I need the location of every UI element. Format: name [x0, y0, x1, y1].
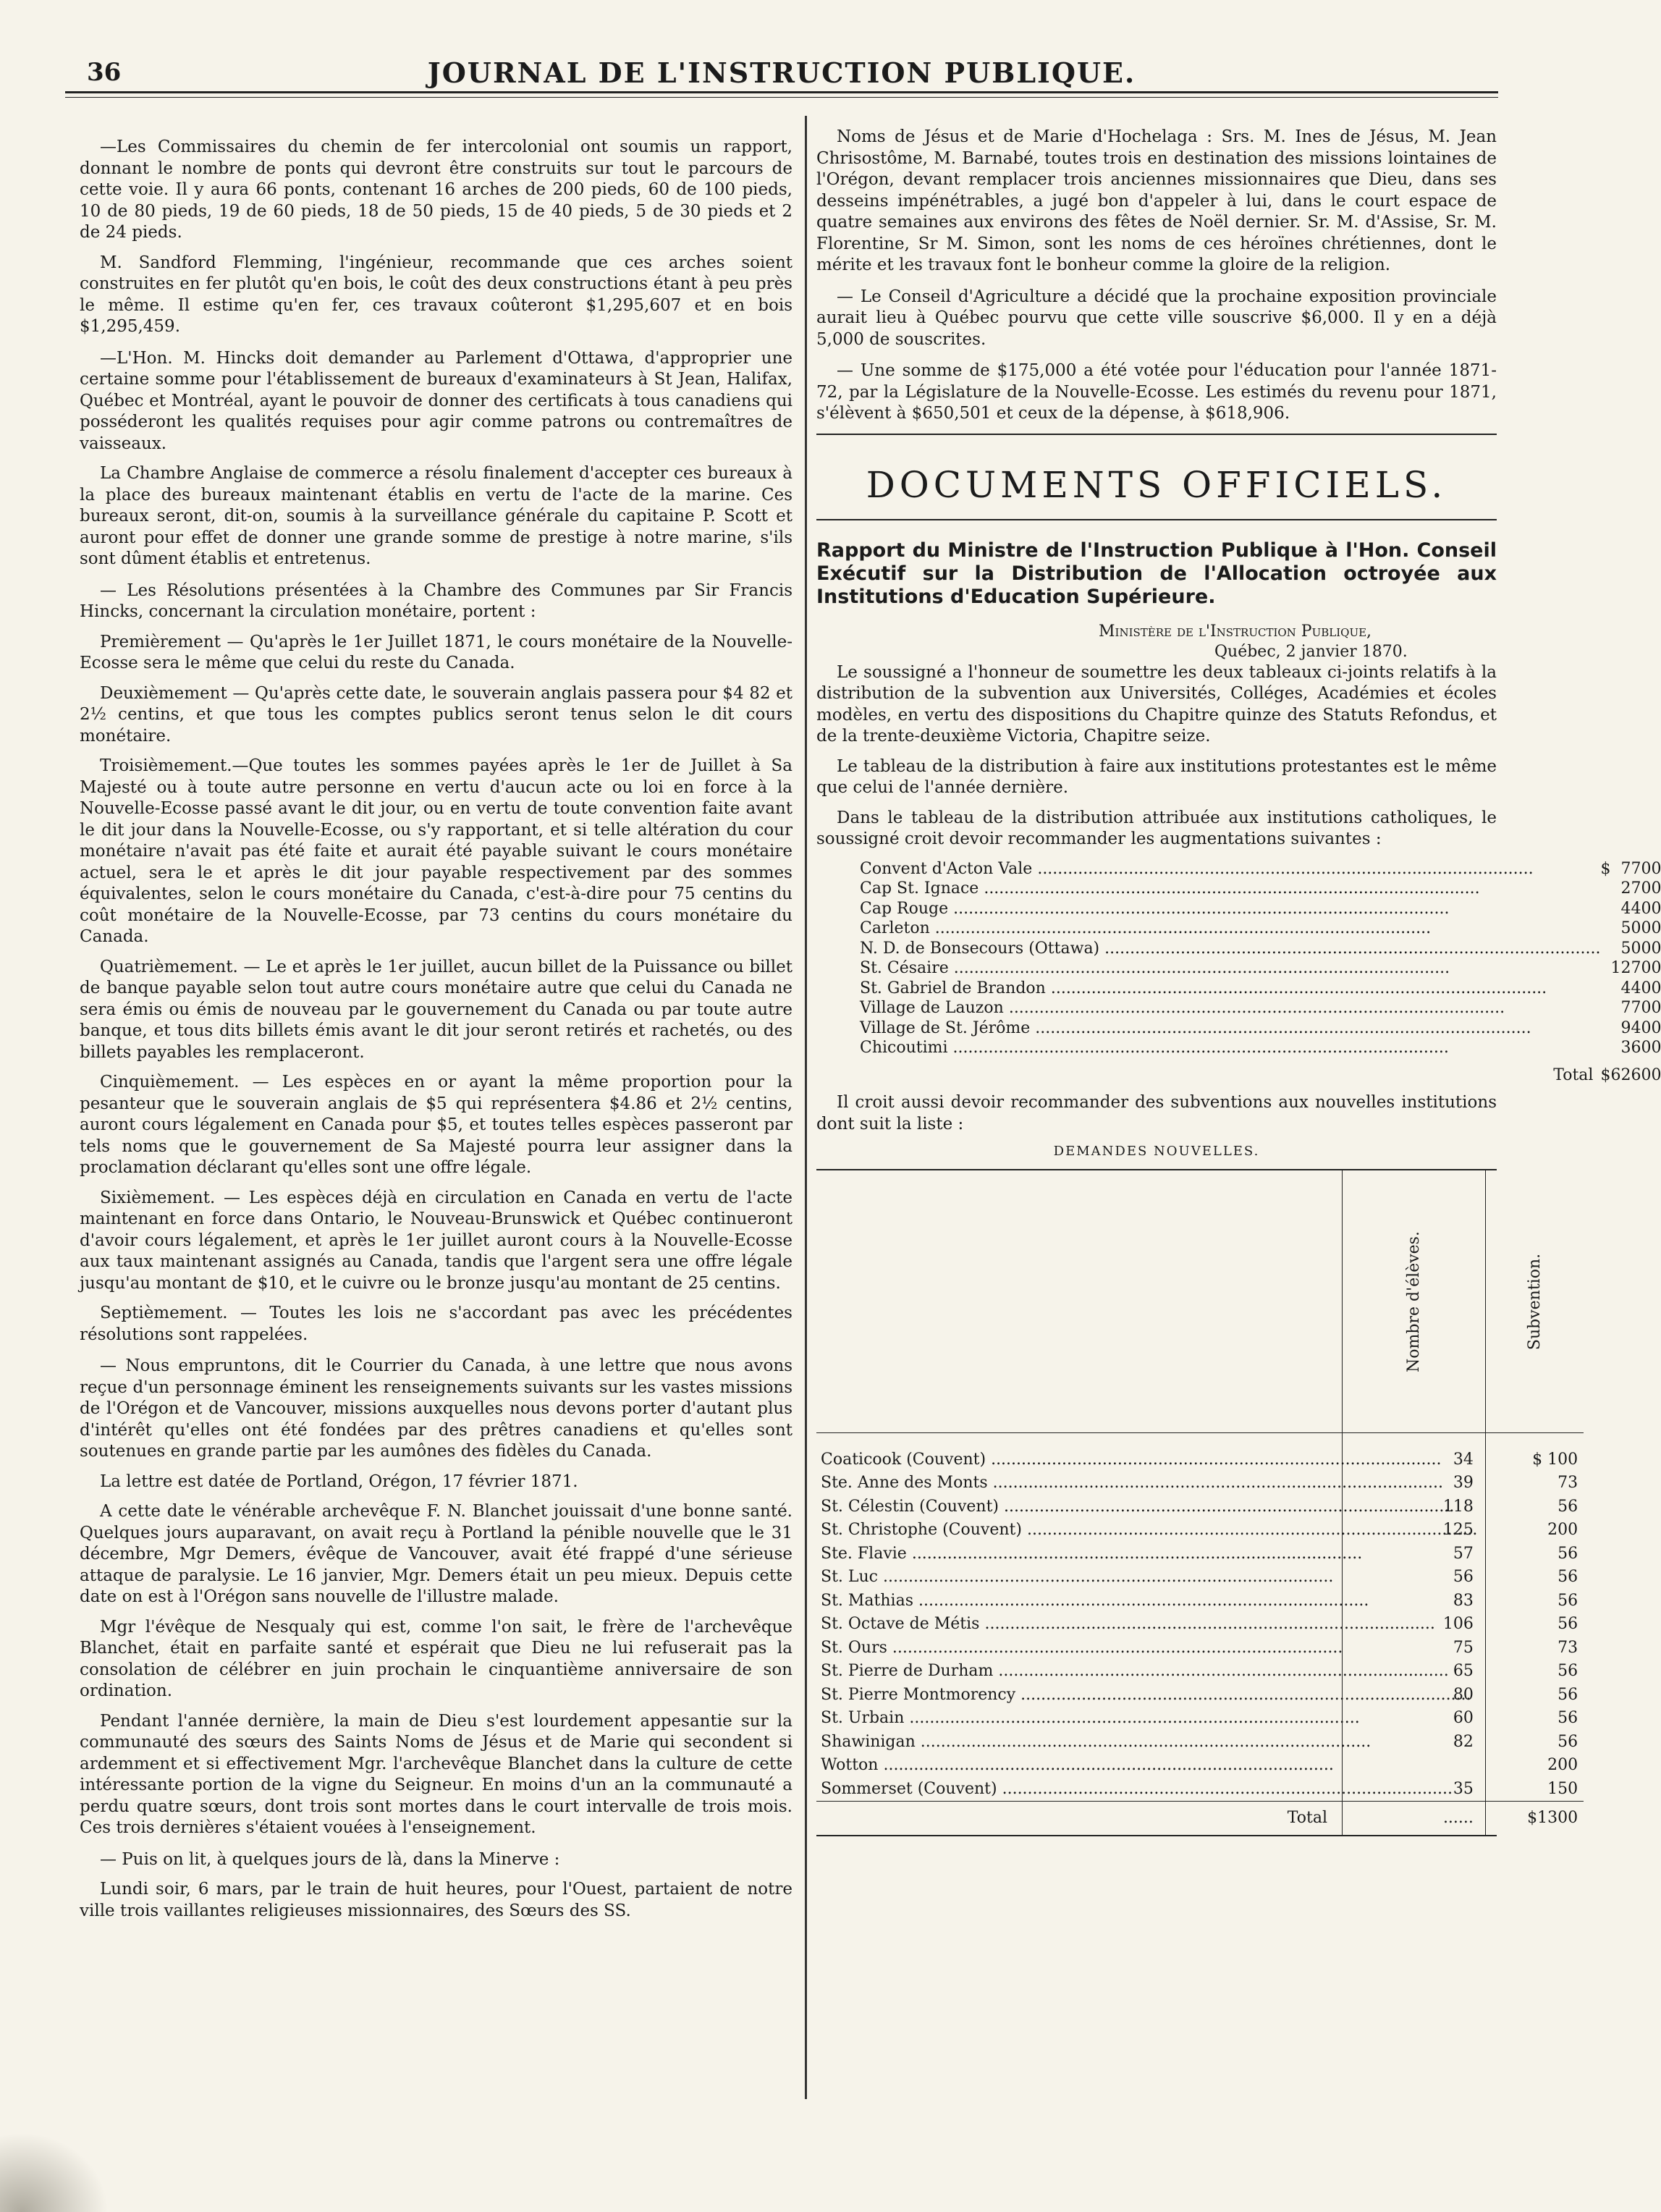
report-title: Rapport du Ministre de l'Instruction Publique à l'Hon. Conseil Exécutif sur la Distribution de l'Allocation octroyée aux Institutions d'Education Supérieure.: [816, 539, 1497, 608]
institution-name: St. Pierre Montmorency .....: [816, 1683, 1343, 1707]
report-paragraph: Le soussigné a l'honneur de soumettre les deux tableaux ci-joints relatifs à la distribution de la subvention aux Universités, Colléges, Académies et écoles modèles, en vertu des dispositions du Chapitre quinze des Statuts Refondus, et de la trente-deuxième Victoria, Chapitre seize.: [816, 662, 1497, 746]
institution-name: Total: [816, 1801, 1343, 1835]
amount-dollars: 50: [1620, 939, 1641, 958]
article-paragraph: — Puis on lit, à quelques jours de là, dans la Minerve :: [100, 1849, 560, 1869]
student-count: 106: [1343, 1613, 1486, 1637]
institution-name: St. Octave de Métis .....: [816, 1613, 1343, 1637]
student-count: 57: [1343, 1542, 1486, 1566]
article-paragraph: Premièrement — Qu'après le 1er Juillet 1871, le cours monétaire de la Nouvelle-Ecosse sera le même que celui du reste du Canada.: [80, 632, 793, 672]
student-count: 34: [1343, 1433, 1486, 1472]
increase-row: [860, 859, 1661, 879]
ministry-block: [1099, 622, 1497, 662]
increase-row: [860, 1018, 1661, 1039]
institution-name: N. D. de Bonsecours (Ottawa) .....: [860, 939, 1600, 959]
amount-dollars: 626: [1610, 1065, 1641, 1084]
subsidy-amount: 200: [1485, 1754, 1584, 1778]
article-paragraph: Cinquièmement. — Les espèces en or ayant la même proportion pour la pesanteur que le souverain anglais de $5 qui représentera $4.86 et 2½ centins, auront cours légalement en Canada pour $5, et toutes telles espèces passeront par tels noms que le gouvernement de Sa Majesté pourra leur assigner dans la proclamation déclarant qu'elles sont une offre légale.: [80, 1073, 793, 1177]
amount-cents: 00: [1641, 1039, 1661, 1058]
article-paragraph: A cette date le vénérable archevêque F. N. Blanchet jouissait d'une bonne santé. Quelques jours auparavant, on avait reçu à Portland la pénible nouvelle que le 31 décembre, Mgr Demers, évêque de Vancouver, avait été frappé d'une sérieuse attaque de paralysie. Le 16 janvier, Mgr. Demers était un peu mieux. Depuis cette date on est à l'Orégon sans nouvelle de l'illustre malade.: [80, 1502, 793, 1606]
amount-dollars: 44: [1620, 979, 1641, 997]
student-count: 56: [1343, 1566, 1486, 1590]
amount-dollars: 50: [1620, 919, 1641, 938]
amount-cents: 00: [1641, 939, 1661, 958]
institution-name: Village de Lauzon .....: [860, 998, 1600, 1018]
institution-name: St. Christophe (Couvent) .....: [816, 1519, 1343, 1542]
institution-name: St. Ours .....: [816, 1636, 1343, 1660]
institution-name: Coaticook (Couvent) .....: [816, 1433, 1343, 1472]
subsidy-amount: 56: [1485, 1566, 1584, 1590]
request-row: [816, 1542, 1584, 1566]
currency-sign: $: [1600, 859, 1611, 878]
currency-sign: [1600, 998, 1610, 1018]
subsidy-amount: 56: [1485, 1660, 1584, 1684]
subsidy-amount: 56: [1485, 1683, 1584, 1707]
amount-cents: 00: [1641, 1018, 1661, 1037]
article-paragraph: M. Sandford Flemming, l'ingénieur, recommande que ces arches soient construites en fer plutôt qu'en bois, le coût des deux constructions étant à peu près le même. Il estime qu'en fer, ces travaux coûteront $1,295,607 et en bois $1,295,459.: [80, 253, 793, 336]
currency-sign: [1600, 1038, 1610, 1058]
currency-sign: [1600, 958, 1610, 979]
left-column: [80, 127, 793, 2096]
article-paragraph: Deuxièmement — Qu'après cette date, le souverain anglais passera pour $4 82 et 2½ centins, et que tous les comptes publics seront tenus selon le dit cours monétaire.: [80, 683, 793, 746]
student-count: 83: [1343, 1589, 1486, 1613]
request-row: [816, 1566, 1584, 1590]
request-row: [816, 1777, 1584, 1801]
institution-name: Sommerset (Couvent) .....: [816, 1777, 1343, 1801]
institution-name: St. Urbain .....: [816, 1707, 1343, 1731]
right-news-items: [816, 127, 1497, 425]
institution-name: Ste. Flavie .....: [816, 1542, 1343, 1566]
institution-name: Chicoutimi .....: [860, 1038, 1600, 1058]
article-paragraph: Quatrièmement. — Le et après le 1er juillet, aucun billet de la Puissance ou billet de banque payable selon tout autre cours monétaire autre que celui du Canada ne sera émis ou émis de nouveau par le gouvernement du Canada ou par toute autre banque, et tous dits billets émis avant le dit jour seront retirés et rachetés, ou des billets payables les remplaceront.: [80, 957, 793, 1062]
request-row: [816, 1683, 1584, 1707]
article-paragraph: Pendant l'année dernière, la main de Dieu s'est lourdement appesantie sur la communauté des sœurs des Saints Noms de Jésus et de Marie qui secondent si ardemment et si effectivement Mgr. l'archevêque Blanchet dans la culture de cette intéressante portion de la vigne du Seigneur. En moins d'un an la communauté a perdu quatre sœurs, dont trois sont mortes dans le court intervalle de trois mois. Ces trois dernières s'étaient vouées à l'enseignement.: [80, 1711, 793, 1837]
request-row: [816, 1707, 1584, 1731]
amount-dollars: 77: [1620, 999, 1641, 1018]
requests-table: [816, 1170, 1584, 1835]
amount-dollars: 127: [1610, 959, 1641, 978]
increase-row: [860, 899, 1661, 919]
increase-row: [860, 919, 1661, 939]
request-row: [816, 1433, 1584, 1472]
column-divider: [805, 116, 807, 2099]
ministry-line: Ministère de l'Instruction Publique,: [1099, 622, 1372, 641]
subsidy-amount: 56: [1485, 1495, 1584, 1519]
increases-table: [860, 859, 1661, 1086]
subsidy-amount: 73: [1485, 1636, 1584, 1660]
institution-name: Shawinigan .....: [816, 1730, 1343, 1754]
amount-dollars: 44: [1620, 899, 1641, 918]
institution-name: St. Gabriel de Brandon .....: [860, 979, 1600, 999]
currency-sign: [1600, 879, 1610, 899]
currency-sign: $: [1600, 1065, 1611, 1084]
institution-name: St. Césaire .....: [860, 958, 1600, 979]
request-row: [816, 1660, 1584, 1684]
requests-table-wrap: [816, 1169, 1578, 1836]
header-rule-thin: [65, 97, 1498, 98]
subsidy-amount: 56: [1485, 1542, 1584, 1566]
right-column: [816, 127, 1661, 2096]
page-header: [65, 43, 1498, 94]
amount-cents: 00: [1641, 959, 1661, 978]
institution-name: St. Pierre de Durham .....: [816, 1660, 1343, 1684]
subsidy-header: Subvention.: [1485, 1170, 1584, 1433]
currency-sign: [1600, 1018, 1610, 1039]
amount-cents: 00: [1641, 899, 1661, 918]
report-body: [816, 662, 1497, 850]
student-count: 80: [1343, 1683, 1486, 1707]
students-header: Nombre d'élèves.: [1343, 1170, 1486, 1433]
article-paragraph: La Chambre Anglaise de commerce a résolu finalement d'accepter ces bureaux à la place des bureaux maintenant établis en vertu de l'acte de la marine. Ces bureaux seront, dit-on, soumis à la surveillance générale du capitaine P. Scott et auront pour effet de donner une grande somme de prestige à notre marine, s'ils sont dûment établis et entretenus.: [80, 464, 793, 568]
request-row: [816, 1754, 1584, 1778]
subsidy-amount: $ 100: [1485, 1433, 1584, 1472]
page-number: 36: [87, 58, 122, 87]
subsidy-amount: 150: [1485, 1777, 1584, 1801]
increase-row: [860, 939, 1661, 959]
amount-cents: 00: [1641, 999, 1661, 1018]
amount-cents: 00: [1641, 919, 1661, 938]
documents-banner: DOCUMENTS OFFICIELS.: [866, 463, 1447, 506]
increases-total-row: [860, 1058, 1661, 1086]
article-paragraph: — Nous empruntons, dit le Courrier du Canada, à une lettre que nous avons reçue d'un personnage éminent les renseignements suivants sur les vastes missions de l'Orégon et de Vancouver, missions auxquelles nous devons porter d'autant plus d'intérêt qu'elles ont été fondées par des prêtres canadiens et qu'elles sont soutenues en grande partie par les aumônes des fidèles du Canada.: [80, 1356, 793, 1461]
amount-cents: 00: [1641, 979, 1661, 997]
subsidy-amount: 200: [1485, 1519, 1584, 1542]
banner-rule: [816, 519, 1497, 520]
article-paragraph: —L'Hon. M. Hincks doit demander au Parlement d'Ottawa, d'approprier une certaine somme pour l'établissement de bureaux d'examinateurs à St Jean, Halifax, Québec et Montréal, ayant le pouvoir de donner des certificats à tous canadiens qui posséderont les qualités requises pour agir comme patrons ou contremaîtres de vaisseaux.: [80, 348, 793, 453]
institution-name: Cap St. Ignace .....: [860, 879, 1600, 899]
increase-row: [860, 979, 1661, 999]
report-paragraph: Le tableau de la distribution à faire aux institutions protestantes est le même que celui de l'année dernière.: [816, 756, 1497, 797]
institution-name: St. Mathias .....: [816, 1589, 1343, 1613]
request-row: [816, 1519, 1584, 1542]
requests-name-header: [816, 1170, 1343, 1433]
amount-dollars: 94: [1620, 1018, 1641, 1037]
currency-sign: [1600, 939, 1610, 959]
article-paragraph: — Les Résolutions présentées à la Chambre des Communes par Sir Francis Hincks, concernant la circulation monétaire, portent :: [80, 581, 793, 621]
report-paragraph: Dans le tableau de la distribution attribuée aux institutions catholiques, le soussigné croit devoir recommander les augmentations suivantes :: [816, 808, 1497, 848]
institution-name: St. Luc .....: [816, 1566, 1343, 1590]
article-paragraph: Sixièmement. — Les espèces déjà en circulation en Canada en vertu de l'acte maintenant en force dans Ontario, le Nouveau-Brunswick et Québec continueront d'avoir cours légalement, et après le 1er juillet auront cours à la Nouvelle-Ecosse aux taux maintenant assignés au Canada, tandis que l'argent sera une offre légale jusqu'au montant de $10, et le cuivre ou le bronze jusqu'au montant de 25 centins.: [80, 1188, 793, 1293]
institution-name: Wotton .....: [816, 1754, 1343, 1778]
page-wear-mark: [0, 2132, 109, 2212]
header-rule: [65, 91, 1498, 93]
increase-row: [860, 958, 1661, 979]
institution-name: Cap Rouge .....: [860, 899, 1600, 919]
subsidy-amount: 73: [1485, 1472, 1584, 1495]
increase-row: [860, 879, 1661, 899]
subsidy-amount: 56: [1485, 1613, 1584, 1637]
request-row: [816, 1472, 1584, 1495]
subsidy-amount: 56: [1485, 1730, 1584, 1754]
amount-cents: 00: [1641, 879, 1661, 898]
running-title: JOURNAL DE L'INSTRUCTION PUBLIQUE.: [427, 56, 1136, 89]
article-paragraph: La lettre est datée de Portland, Orégon, 17 février 1871.: [100, 1472, 578, 1491]
section-rule: [816, 434, 1497, 435]
requests-total-row: [816, 1801, 1584, 1835]
student-count: 39: [1343, 1472, 1486, 1495]
student-count: 82: [1343, 1730, 1486, 1754]
student-count: 60: [1343, 1707, 1486, 1731]
requests-heading: DEMANDES NOUVELLES.: [1053, 1144, 1260, 1159]
request-row: [816, 1636, 1584, 1660]
institution-name: Convent d'Acton Vale .....: [860, 859, 1600, 879]
request-row: [816, 1495, 1584, 1519]
institution-name: St. Célestin (Couvent) .....: [816, 1495, 1343, 1519]
request-row: [816, 1613, 1584, 1637]
institution-name: Carleton .....: [860, 919, 1600, 939]
amount-dollars: 27: [1620, 879, 1641, 898]
amount-dollars: 36: [1620, 1039, 1641, 1058]
amount-cents: 00: [1641, 1065, 1661, 1084]
subsidy-amount: 56: [1485, 1707, 1584, 1731]
student-count: 125: [1343, 1519, 1486, 1542]
subsidy-amount: 56: [1485, 1589, 1584, 1613]
article-paragraph: —Les Commissaires du chemin de fer intercolonial ont soumis un rapport, donnant le nombre de ponts qui devront être construits sur tout le parcours de cette voie. Il y aura 66 ponts, contenant 16 arches de 200 pieds, 60 de 100 pieds, 10 de 80 pieds, 19 de 60 pieds, 18 de 50 pieds, 15 de 40 pieds, 5 de 30 pieds et 2 de 24 pieds.: [80, 138, 793, 242]
amount-cents: 00: [1641, 859, 1661, 878]
increase-row: [860, 1038, 1661, 1058]
article-paragraph: Lundi soir, 6 mars, par le train de huit heures, pour l'Ouest, partaient de notre ville trois vaillantes religieuses missionnaires, des Sœurs des SS.: [80, 1880, 793, 1920]
institution-name: Total: [1553, 1065, 1594, 1084]
amount-dollars: 77: [1620, 859, 1641, 878]
student-count: [1343, 1754, 1486, 1778]
request-row: [816, 1589, 1584, 1613]
student-count: ......: [1343, 1801, 1486, 1835]
article-paragraph: Septièmement. — Toutes les lois ne s'accordant pas avec les précédentes résolutions sont rappelées.: [80, 1304, 793, 1344]
subsidy-amount: $1300: [1485, 1801, 1584, 1835]
article-paragraph: — Une somme de $175,000 a été votée pour l'éducation pour l'année 1871-72, par la Législature de la Nouvelle-Ecosse. Les estimés du revenu pour 1871, s'élèvent à $650,501 et ceux de la dépense, à $618,906.: [816, 361, 1497, 423]
institution-name: Ste. Anne des Monts .....: [816, 1472, 1343, 1495]
article-paragraph: — Le Conseil d'Agriculture a décidé que la prochaine exposition provinciale aurait lieu à Québec pourvu que cette ville souscrive $6,000. Il y en a déjà 5,000 de souscrites.: [816, 287, 1497, 349]
article-paragraph: Troisièmement.—Que toutes les sommes payées après le 1er de Juillet à Sa Majesté ou à toute autre personne en vertu d'aucun acte ou loi en force à la Nouvelle-Ecosse passé avant le dit jour, ou en vertu de toute convention faite avant le dit jour dans la Nouvelle-Ecosse, ou s'y rapportant, et si telle altération du cour monétaire n'avait pas été faite et aurait été payable suivant le cours monétaire actuel, sera le et après le dit jour payable respectivement par des sommes équivalentes, selon le cours monétaire du Canada, c'est-à-dire pour 75 centins du coût monétaire de la Nouvelle-Ecosse, par 73 centins du cours monétaire du Canada.: [80, 756, 793, 946]
recommend-text: Il croit aussi devoir recommander des subventions aux nouvelles institutions dont suit la liste :: [816, 1093, 1497, 1134]
currency-sign: [1600, 979, 1610, 999]
currency-sign: [1600, 899, 1610, 919]
student-count: 35: [1343, 1777, 1486, 1801]
increase-row: [860, 998, 1661, 1018]
article-paragraph: Mgr l'évêque de Nesqualy qui est, comme l'on sait, le frère de l'archevêque Blanchet, était en parfaite santé et espérait que Dieu ne lui refuserait pas la consolation de célébrer en juin prochain le cinquantième anniversaire de son ordination.: [80, 1617, 793, 1700]
request-row: [816, 1730, 1584, 1754]
student-count: 65: [1343, 1660, 1486, 1684]
ministry-date: Québec, 2 janvier 1870.: [1214, 642, 1408, 661]
article-paragraph: Noms de Jésus et de Marie d'Hochelaga : Srs. M. Ines de Jésus, M. Jean Chrisostôme, M. Barnabé, toutes trois en destination des missions lointaines de l'Orégon, devant remplacer trois anciennes missionnaires que Dieu, dans ses desseins impénétrables, a jugé bon d'appeler à lui, dans le court espace de quatre semaines aux environs des fêtes de Noël dernier. Sr. M. d'Assise, Sr. M. Florentine, Sr M. Simon, sont les noms de ces héroïnes chrétiennes, dont le mérite et les travaux font le bonheur comme la gloire de la religion.: [816, 127, 1497, 274]
student-count: 75: [1343, 1636, 1486, 1660]
currency-sign: [1600, 919, 1610, 939]
student-count: 118: [1343, 1495, 1486, 1519]
institution-name: Village de St. Jérôme .....: [860, 1018, 1600, 1039]
